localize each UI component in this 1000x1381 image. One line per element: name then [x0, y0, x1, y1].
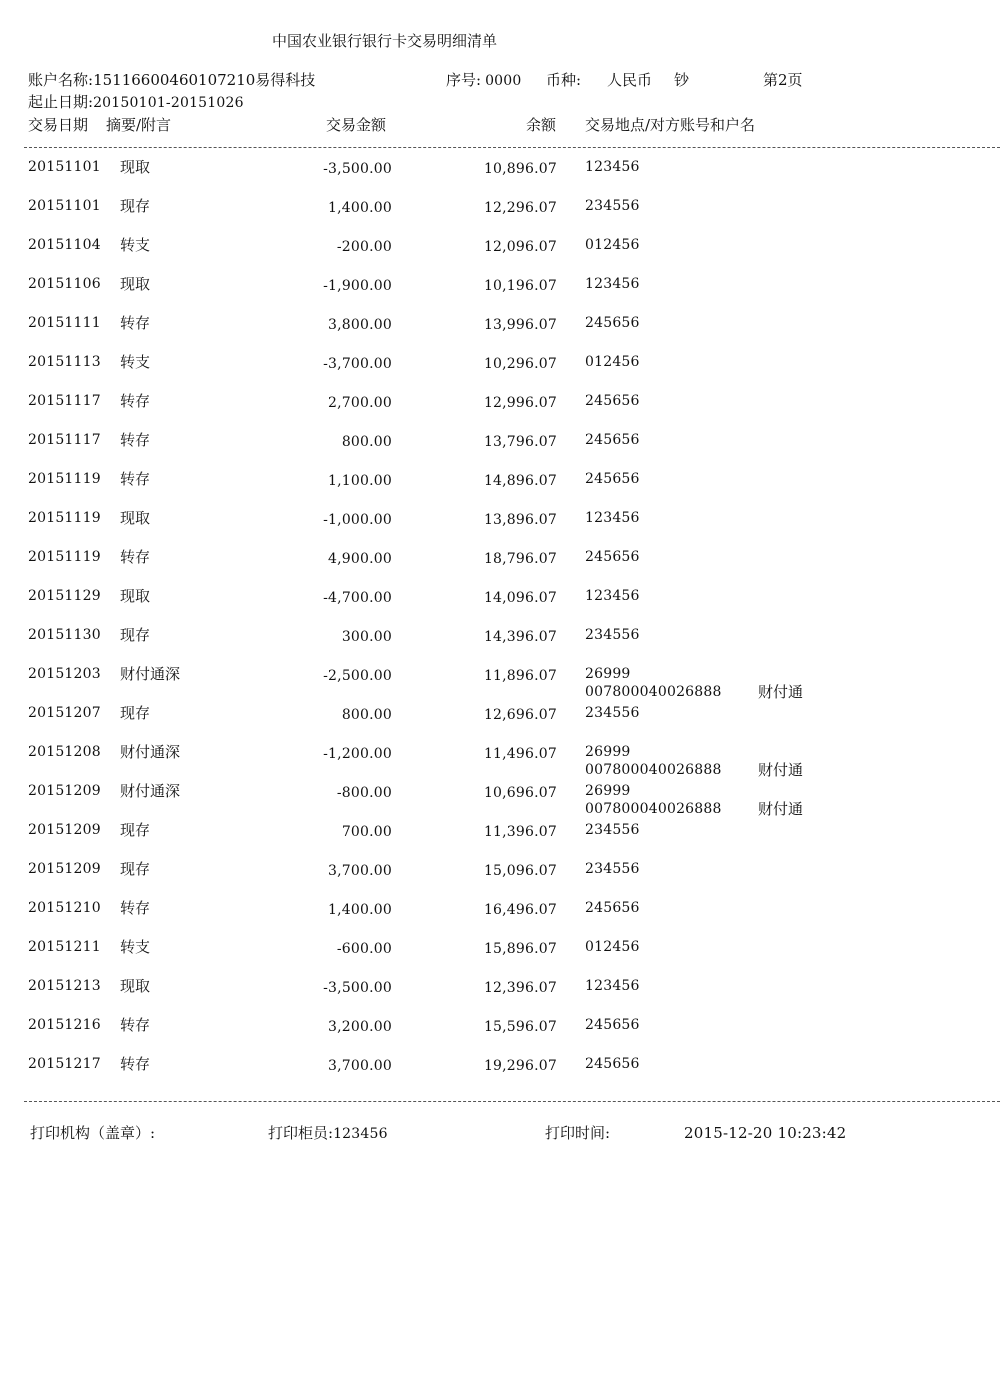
row-summary: 转存 — [120, 548, 151, 566]
serial-value: 0000 — [485, 73, 522, 89]
row-date: 20151203 — [28, 666, 101, 682]
row-amount: -200.00 — [336, 239, 392, 255]
row-place: 123456 — [585, 159, 640, 175]
cash-flag: 钞 — [674, 71, 690, 89]
date-range-label: 起止日期: — [28, 93, 94, 111]
table-row — [0, 860, 1000, 899]
table-row — [0, 626, 1000, 665]
row-place: 26999 — [585, 783, 631, 799]
row-date: 20151119 — [28, 549, 101, 565]
header-divider — [24, 147, 1000, 148]
row-date: 20151213 — [28, 978, 101, 994]
col-header-place: 交易地点/对方账号和户名 — [585, 116, 756, 134]
row-counterparty-account: 007800040026888 — [585, 762, 722, 778]
row-place: 012456 — [585, 237, 640, 253]
row-summary: 转存 — [120, 1055, 151, 1073]
print-time-label: 打印时间: — [545, 1124, 611, 1142]
table-row — [0, 704, 1000, 743]
row-counterparty-account: 007800040026888 — [585, 684, 722, 700]
table-row — [0, 353, 1000, 392]
row-summary: 转支 — [120, 236, 151, 254]
row-date: 20151217 — [28, 1056, 101, 1072]
table-row — [0, 158, 1000, 197]
row-summary: 转存 — [120, 431, 151, 449]
row-balance: 13,896.07 — [483, 512, 557, 528]
row-date: 20151129 — [28, 588, 101, 604]
row-date: 20151113 — [28, 354, 101, 370]
table-row — [0, 392, 1000, 431]
row-balance: 14,896.07 — [483, 473, 557, 489]
row-place: 245656 — [585, 1017, 640, 1033]
row-summary: 财付通深 — [120, 782, 181, 800]
col-header-amount: 交易金额 — [326, 116, 387, 134]
row-balance: 15,096.07 — [483, 863, 557, 879]
row-summary: 现存 — [120, 860, 151, 878]
row-date: 20151207 — [28, 705, 101, 721]
col-header-balance: 余额 — [526, 116, 557, 134]
row-place: 245656 — [585, 471, 640, 487]
account-name-label: 账户名称: — [28, 71, 94, 89]
row-amount: -1,200.00 — [323, 746, 392, 762]
row-balance: 11,896.07 — [483, 668, 557, 684]
row-place: 234556 — [585, 198, 640, 214]
row-date: 20151209 — [28, 861, 101, 877]
date-range-value: 20150101-20151026 — [93, 95, 244, 111]
row-amount: 800.00 — [341, 707, 392, 723]
row-place: 26999 — [585, 666, 631, 682]
account-name — [28, 71, 315, 89]
row-date: 20151208 — [28, 744, 101, 760]
row-date: 20151101 — [28, 159, 101, 175]
row-counterparty-name: 财付通 — [758, 683, 804, 701]
row-summary: 转存 — [120, 470, 151, 488]
row-date: 20151119 — [28, 510, 101, 526]
row-balance: 13,996.07 — [483, 317, 557, 333]
row-date: 20151101 — [28, 198, 101, 214]
serial-label: 序号: — [446, 71, 482, 89]
row-date: 20151117 — [28, 393, 101, 409]
row-summary: 转支 — [120, 938, 151, 956]
col-header-summary: 摘要/附言 — [106, 116, 172, 134]
row-amount: -1,900.00 — [323, 278, 392, 294]
row-amount: -3,500.00 — [323, 161, 392, 177]
row-place: 245656 — [585, 549, 640, 565]
print-teller — [268, 1124, 388, 1143]
row-counterparty-name: 财付通 — [758, 761, 804, 779]
row-balance: 12,696.07 — [483, 707, 557, 723]
row-place: 234556 — [585, 627, 640, 643]
row-date: 20151104 — [28, 237, 101, 253]
row-amount: -3,700.00 — [323, 356, 392, 372]
row-summary: 财付通深 — [120, 665, 181, 683]
row-balance: 12,296.07 — [483, 200, 557, 216]
date-range — [28, 93, 244, 112]
row-place: 123456 — [585, 978, 640, 994]
table-row — [0, 314, 1000, 353]
row-date: 20151119 — [28, 471, 101, 487]
row-date: 20151210 — [28, 900, 101, 916]
row-amount: 4,900.00 — [328, 551, 392, 567]
row-place: 012456 — [585, 939, 640, 955]
row-balance: 11,496.07 — [483, 746, 557, 762]
table-row — [0, 548, 1000, 587]
row-amount: -4,700.00 — [323, 590, 392, 606]
row-counterparty-name: 财付通 — [758, 800, 804, 818]
row-balance: 10,696.07 — [483, 785, 557, 801]
row-balance: 14,096.07 — [483, 590, 557, 606]
row-amount: -600.00 — [336, 941, 392, 957]
table-row — [0, 197, 1000, 236]
row-summary: 转存 — [120, 392, 151, 410]
row-amount: 3,800.00 — [328, 317, 392, 333]
page-number: 第2页 — [763, 71, 803, 89]
row-balance: 13,796.07 — [483, 434, 557, 450]
row-amount: 2,700.00 — [328, 395, 392, 411]
row-summary: 现存 — [120, 704, 151, 722]
row-amount: 300.00 — [341, 629, 392, 645]
row-place: 26999 — [585, 744, 631, 760]
print-teller-label: 打印柜员: — [268, 1124, 334, 1142]
row-date: 20151209 — [28, 822, 101, 838]
currency-label: 币种: — [546, 71, 582, 89]
table-row — [0, 1016, 1000, 1055]
row-amount: -1,000.00 — [323, 512, 392, 528]
row-place: 245656 — [585, 432, 640, 448]
row-balance: 10,296.07 — [483, 356, 557, 372]
row-balance: 18,796.07 — [483, 551, 557, 567]
row-summary: 现存 — [120, 197, 151, 215]
table-row — [0, 275, 1000, 314]
row-date: 20151211 — [28, 939, 101, 955]
row-amount: 1,400.00 — [328, 200, 392, 216]
print-org-label: 打印机构（盖章）: — [30, 1124, 156, 1142]
row-date: 20151106 — [28, 276, 101, 292]
row-summary: 财付通深 — [120, 743, 181, 761]
row-summary: 现存 — [120, 821, 151, 839]
row-place: 123456 — [585, 276, 640, 292]
row-place: 245656 — [585, 315, 640, 331]
col-header-date: 交易日期 — [28, 116, 89, 134]
row-balance: 10,896.07 — [483, 161, 557, 177]
row-amount: 1,400.00 — [328, 902, 392, 918]
row-counterparty-account: 007800040026888 — [585, 801, 722, 817]
table-row — [0, 509, 1000, 548]
row-amount: -3,500.00 — [323, 980, 392, 996]
print-time-value: 2015-12-20 10:23:42 — [684, 1124, 847, 1142]
row-balance: 10,196.07 — [483, 278, 557, 294]
row-place: 234556 — [585, 861, 640, 877]
row-amount: 3,700.00 — [328, 1058, 392, 1074]
table-row — [0, 977, 1000, 1016]
row-place: 245656 — [585, 900, 640, 916]
table-row — [0, 1055, 1000, 1094]
row-summary: 现取 — [120, 275, 151, 293]
table-row — [0, 821, 1000, 860]
row-balance: 19,296.07 — [483, 1058, 557, 1074]
row-date: 20151111 — [28, 315, 101, 331]
row-summary: 现取 — [120, 587, 151, 605]
table-row — [0, 782, 1000, 821]
table-row — [0, 665, 1000, 704]
row-date: 20151117 — [28, 432, 101, 448]
row-amount: 700.00 — [341, 824, 392, 840]
row-balance: 12,996.07 — [483, 395, 557, 411]
row-summary: 现存 — [120, 626, 151, 644]
table-row — [0, 431, 1000, 470]
row-date: 20151216 — [28, 1017, 101, 1033]
table-row — [0, 938, 1000, 977]
row-balance: 11,396.07 — [483, 824, 557, 840]
currency-value: 人民币 — [607, 71, 653, 89]
row-summary: 转存 — [120, 899, 151, 917]
row-balance: 14,396.07 — [483, 629, 557, 645]
row-balance: 15,596.07 — [483, 1019, 557, 1035]
row-place: 123456 — [585, 588, 640, 604]
page-title: 中国农业银行银行卡交易明细清单 — [272, 32, 498, 50]
serial-number — [446, 71, 522, 90]
row-place: 245656 — [585, 1056, 640, 1072]
row-date: 20151209 — [28, 783, 101, 799]
row-summary: 转存 — [120, 1016, 151, 1034]
footer-divider — [24, 1101, 1000, 1102]
row-amount: -800.00 — [336, 785, 392, 801]
table-row — [0, 236, 1000, 275]
row-summary: 转支 — [120, 353, 151, 371]
row-summary: 现取 — [120, 158, 151, 176]
row-summary: 现取 — [120, 509, 151, 527]
print-teller-value: 123456 — [333, 1126, 388, 1142]
row-place: 234556 — [585, 705, 640, 721]
row-amount: -2,500.00 — [323, 668, 392, 684]
row-place: 234556 — [585, 822, 640, 838]
row-balance: 12,096.07 — [483, 239, 557, 255]
row-amount: 3,700.00 — [328, 863, 392, 879]
row-balance: 16,496.07 — [483, 902, 557, 918]
row-place: 123456 — [585, 510, 640, 526]
row-date: 20151130 — [28, 627, 101, 643]
table-row — [0, 470, 1000, 509]
table-row — [0, 587, 1000, 626]
row-place: 245656 — [585, 393, 640, 409]
row-amount: 3,200.00 — [328, 1019, 392, 1035]
row-place: 012456 — [585, 354, 640, 370]
row-amount: 1,100.00 — [328, 473, 392, 489]
row-balance: 15,896.07 — [483, 941, 557, 957]
row-summary: 转存 — [120, 314, 151, 332]
row-amount: 800.00 — [341, 434, 392, 450]
row-balance: 12,396.07 — [483, 980, 557, 996]
table-row — [0, 899, 1000, 938]
row-summary: 现取 — [120, 977, 151, 995]
account-name-value: 15116600460107210易得科技 — [93, 71, 316, 89]
table-row — [0, 743, 1000, 782]
